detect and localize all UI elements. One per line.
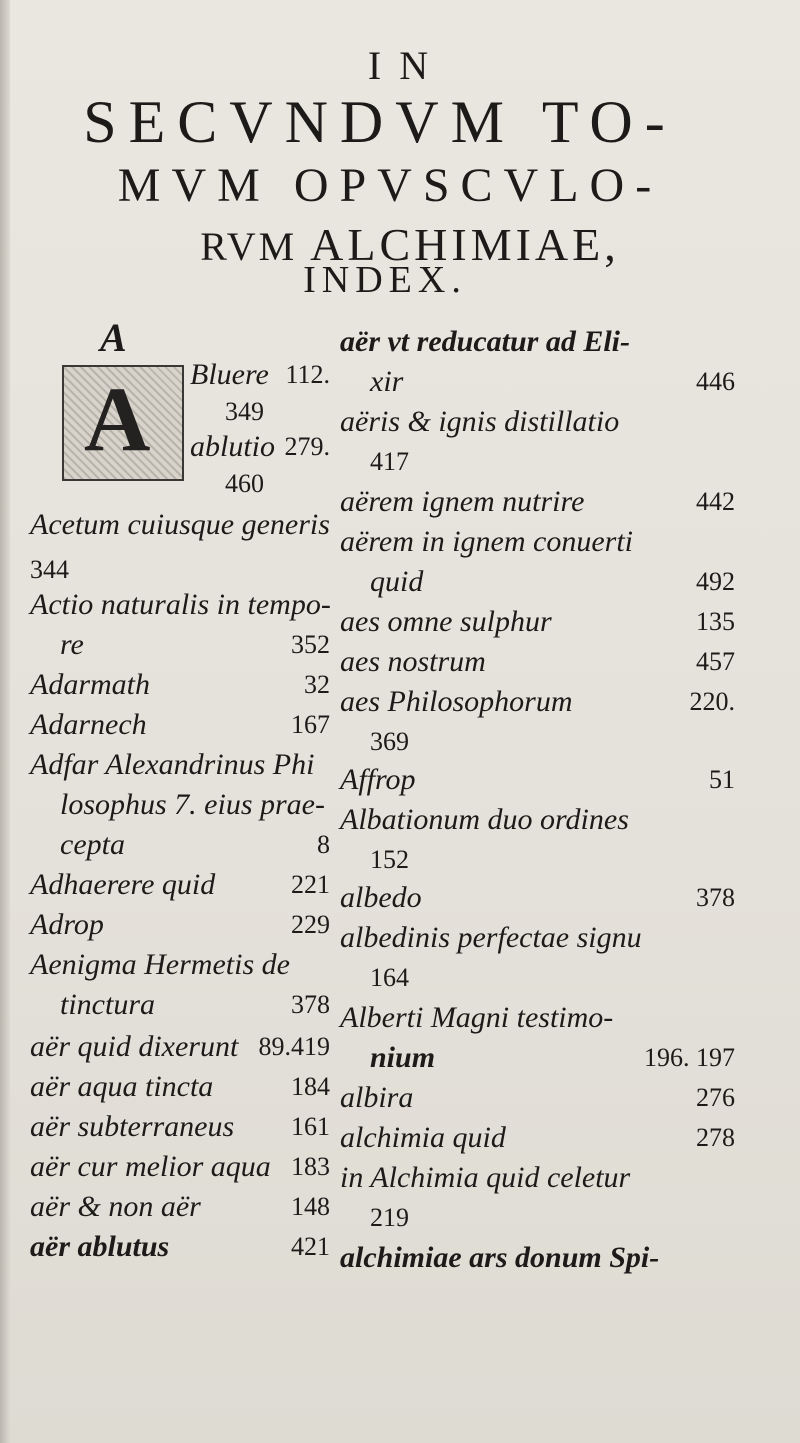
- index-entry: [30, 905, 330, 945]
- entry-term: xir: [370, 365, 404, 398]
- entry-term: Actio naturalis in tempo-: [30, 588, 331, 621]
- index-entry: [340, 958, 735, 998]
- entry-page: 220.: [689, 687, 735, 716]
- entry-term: Acetum cuiusque generis: [30, 508, 330, 541]
- entry-term: Adarnech: [30, 708, 147, 741]
- header-index: INDEX.: [303, 259, 467, 301]
- entry-term: aër aqua tincta: [30, 1070, 214, 1103]
- entry-term: Adhaerere quid: [30, 868, 216, 901]
- entry-term: aër subterraneus: [30, 1110, 235, 1143]
- initial-letter: A: [84, 368, 151, 470]
- entry-term: 219: [370, 1203, 409, 1232]
- index-entry: [340, 878, 735, 918]
- entry-page: 446: [696, 367, 735, 396]
- index-entry: [340, 1158, 735, 1198]
- entry-page: 421: [291, 1232, 330, 1261]
- index-entry: [30, 505, 330, 545]
- entry-page: 221: [291, 870, 330, 899]
- entry-term: aërem ignem nutrire: [340, 485, 585, 518]
- entry-page: 8: [317, 830, 330, 859]
- entry-term: 369: [370, 727, 409, 756]
- index-entry: [340, 1038, 735, 1078]
- entry-term: aes Philosophorum: [340, 685, 573, 718]
- entry-term: aër ablutus: [30, 1230, 170, 1263]
- entry-term: aëris & ignis distillatio: [340, 405, 620, 438]
- entry-page: 276: [696, 1083, 735, 1112]
- index-entry: [340, 1118, 735, 1158]
- entry-term: cepta: [60, 828, 125, 861]
- entry-term: in Alchimia quid celetur: [340, 1161, 631, 1194]
- entry-term: Adrop: [30, 908, 104, 941]
- entry-term: Affrop: [340, 763, 416, 796]
- header-title-line-2: MVM OPVSCVLO-: [117, 159, 663, 212]
- entry-term: 460: [225, 469, 264, 498]
- index-entry: [340, 402, 735, 442]
- index-entry: [30, 985, 330, 1025]
- index-entry: [30, 1027, 330, 1067]
- entry-term: nium: [370, 1041, 436, 1074]
- index-entry: [30, 625, 330, 665]
- index-entry: [340, 642, 735, 682]
- page-edge: [0, 0, 10, 1443]
- entry-term: losophus 7. eius prae-: [60, 788, 325, 821]
- entry-term: 164: [370, 963, 409, 992]
- entry-page: 492: [696, 567, 735, 596]
- entry-term: aër vt reducatur ad Eli-: [340, 325, 630, 358]
- index-entry: [340, 918, 735, 958]
- decorative-initial: [62, 365, 184, 481]
- index-entry: [30, 1067, 330, 1107]
- index-entry: [340, 602, 735, 642]
- entry-page: 32: [304, 670, 330, 699]
- entry-term: 344: [30, 555, 69, 584]
- entry-page: 378: [291, 990, 330, 1019]
- letter-heading: A: [100, 315, 127, 360]
- entry-page: 352: [291, 630, 330, 659]
- header-title-rvm: RVM: [200, 224, 298, 269]
- index-entry: [30, 550, 330, 590]
- index-entry: [340, 522, 735, 562]
- index-entry: [340, 362, 735, 402]
- index-entry: [340, 1198, 735, 1238]
- index-entry: [340, 800, 735, 840]
- index-entry: [340, 998, 735, 1038]
- index-entry: [30, 745, 330, 785]
- index-entry: [340, 722, 735, 762]
- index-entry: [30, 1227, 330, 1267]
- entry-term: Albationum duo ordines: [340, 803, 629, 836]
- index-entry: [190, 427, 330, 467]
- entry-page: 183: [291, 1152, 330, 1181]
- entry-term: ablutio: [190, 430, 276, 463]
- index-entry: [30, 705, 330, 745]
- entry-term: aër quid dixerunt: [30, 1030, 239, 1063]
- index-entry: [30, 585, 330, 625]
- entry-page: 148: [291, 1192, 330, 1221]
- entry-page: 167: [291, 710, 330, 739]
- index-entry: [30, 665, 330, 705]
- index-entry: [225, 464, 330, 504]
- entry-term: tinctura: [60, 988, 155, 1021]
- entry-term: aër cur melior aqua: [30, 1150, 271, 1183]
- entry-term: Alberti Magni testimo-: [340, 1001, 614, 1034]
- index-entry: [340, 442, 735, 482]
- entry-term: Adarmath: [30, 668, 150, 701]
- entry-page: 229: [291, 910, 330, 939]
- entry-term: albira: [340, 1081, 414, 1114]
- entry-page: 278: [696, 1123, 735, 1152]
- header-in: I N: [367, 43, 433, 88]
- entry-term: re: [60, 628, 84, 661]
- entry-term: aes nostrum: [340, 645, 486, 678]
- entry-term: 152: [370, 845, 409, 874]
- entry-term: aër & non aër: [30, 1190, 201, 1223]
- entry-page: 135: [696, 607, 735, 636]
- entry-term: Bluere: [190, 358, 269, 391]
- header-title-alchimiae: ALCHIMIAE,: [310, 219, 620, 270]
- index-entry: [30, 1107, 330, 1147]
- index-entry: [340, 1238, 735, 1278]
- entry-page: 457: [696, 647, 735, 676]
- entry-term: alchimiae ars donum Spi-: [340, 1241, 660, 1274]
- entry-term: quid: [370, 565, 424, 598]
- index-entry: [30, 945, 330, 985]
- entry-page: 378: [696, 883, 735, 912]
- entry-term: Aenigma Hermetis de: [30, 948, 290, 981]
- entry-page: 184: [291, 1072, 330, 1101]
- header-title-line-1: SECVNDVM TO-: [83, 89, 677, 155]
- entry-page: 279.: [284, 432, 330, 461]
- index-entry: [340, 760, 735, 800]
- index-entry: [340, 482, 735, 522]
- entry-term: albedo: [340, 881, 422, 914]
- entry-term: aërem in ignem conuerti: [340, 525, 633, 558]
- index-entry: [30, 1147, 330, 1187]
- entry-term: 417: [370, 447, 409, 476]
- entry-page: 51: [709, 765, 735, 794]
- entry-term: albedinis perfectae signu: [340, 921, 642, 954]
- index-entry: [340, 1078, 735, 1118]
- entry-page: 112.: [285, 360, 330, 389]
- index-entry: [30, 785, 330, 825]
- index-entry: [340, 562, 735, 602]
- index-entry: [30, 865, 330, 905]
- index-entry: [30, 825, 330, 865]
- entry-page: 89.419: [258, 1032, 330, 1061]
- index-entry: [225, 392, 330, 432]
- entry-page: 442: [696, 487, 735, 516]
- index-entry: [30, 1187, 330, 1227]
- index-entry: [340, 682, 735, 722]
- entry-page: 161: [291, 1112, 330, 1141]
- entry-term: Adfar Alexandrinus Phi: [30, 748, 315, 781]
- entry-term: 349: [225, 397, 264, 426]
- index-entry: [190, 355, 330, 395]
- index-entry: [340, 322, 735, 362]
- entry-term: alchimia quid: [340, 1121, 506, 1154]
- entry-page: 196. 197: [644, 1043, 735, 1072]
- entry-term: aes omne sulphur: [340, 605, 552, 638]
- index-entry: [340, 840, 735, 880]
